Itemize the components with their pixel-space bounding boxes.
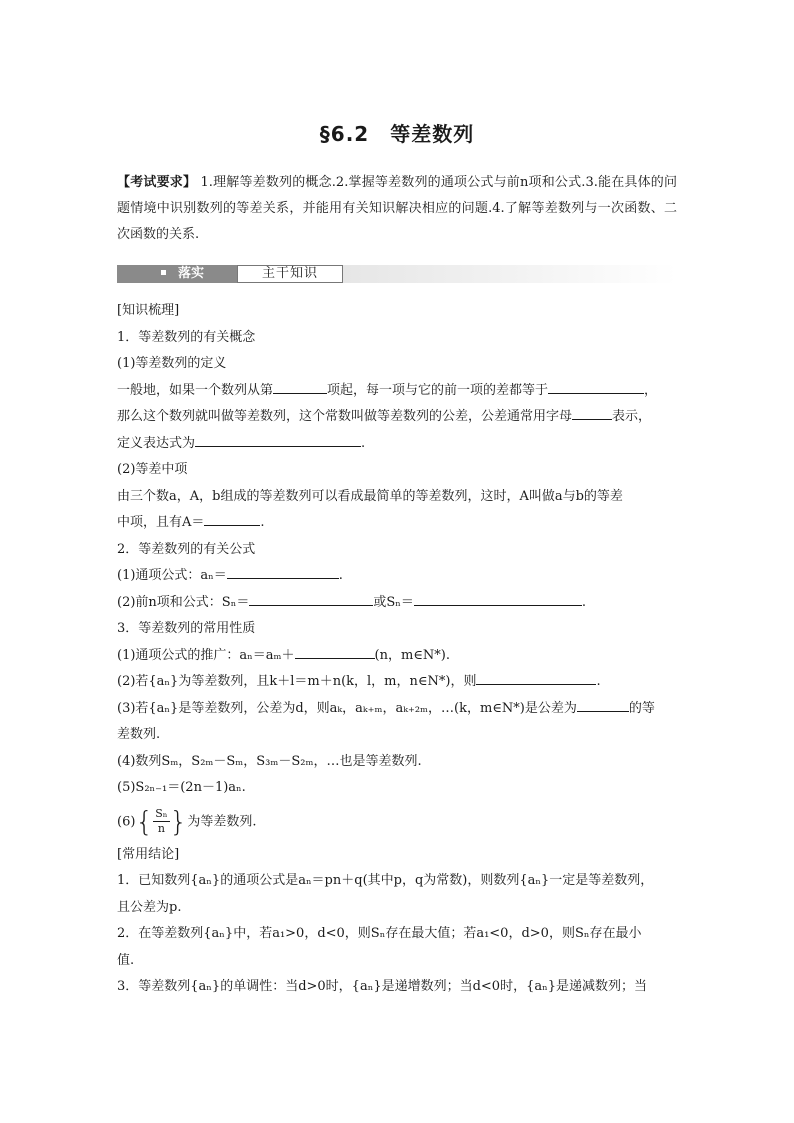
page-title: §6.2 等差数列 (319, 122, 475, 146)
blank (249, 591, 373, 606)
property-6: (6){ $\frac{\text{Sₙ}}{n}$ }为等差数列. (117, 804, 257, 838)
main-body (117, 298, 677, 1001)
blank (204, 511, 260, 526)
property-3: (3)若{aₙ}是等差数列，公差为d，则aₖ，aₖ₊ₘ，aₖ₊₂ₘ，…(k，m∈N*)是公差为 的等 (117, 696, 677, 723)
conclusion-1: 1．已知数列{aₙ}的通项公式是aₙ＝pn＋q(其中p，q为常数)，则数列{aₙ}一定是等差数列， (117, 873, 654, 888)
conclusion-3: 3．等差数列{aₙ}的单调性：当d>0时，{aₙ}是递增数列；当d<0时，{aₙ}是递减数列；当 (117, 979, 647, 994)
conclusion-label: [常用结论] (117, 846, 180, 862)
middle-term-line-2: 中项，且有A＝ . (117, 510, 677, 537)
general-term-formula: (1)通项公式：aₙ＝ . (117, 563, 677, 590)
property-4: (4)数列Sₘ，S₂ₘ－Sₘ，S₃ₘ－S₂ₘ，…也是等差数列. (117, 753, 422, 769)
blank (572, 405, 612, 420)
requirements-text: 1.理解等差数列的概念.2.掌握等差数列的通项公式与前n项和公式.3.能在具体的问题情境中识别数列的等差关系，并能用有关知识解决相应的问题.4.了解等差数列与一次函数、二次函数的关系. (117, 175, 677, 242)
blank (414, 591, 582, 606)
heading-1: 1．等差数列的有关概念 (117, 329, 256, 345)
banner-right: 主干知识 (237, 265, 343, 283)
fraction: $\frac{\text{Sₙ}}{n}$ (155, 807, 168, 835)
sum-formula: (2)前n项和公式：Sₙ＝ 或Sₙ＝ . (117, 590, 677, 617)
heading-3: 3．等差数列的常用性质 (117, 621, 256, 636)
blank (273, 379, 327, 394)
section-banner (117, 265, 677, 285)
property-3-cont: 差数列. (117, 727, 161, 742)
blank (295, 644, 375, 659)
blank (577, 697, 629, 712)
blank (548, 379, 644, 394)
definition-line-3: 定义表达式为 . (117, 431, 677, 458)
banner-left: 落实 (117, 265, 237, 283)
property-5: (5)S₂ₙ₋₁＝(2n－1)aₙ. (117, 780, 246, 795)
heading-1-2: (2)等差中项 (117, 462, 188, 477)
definition-line-1: 一般地，如果一个数列从第 项起，每一项与它的前一项的差都等于 ， (117, 378, 677, 405)
square-icon (161, 270, 166, 275)
conclusion-2-cont: 值. (117, 952, 135, 968)
blank (227, 564, 339, 579)
knowledge-label: [知识梳理] (117, 303, 180, 318)
definition-line-2: 那么这个数列就叫做等差数列，这个常数叫做等差数列的公差，公差通常用字母 表示， (117, 404, 677, 431)
requirements-label: 【考试要求】 (117, 175, 197, 190)
blank (476, 670, 596, 685)
heading-1-1: (1)等差数列的定义 (117, 356, 227, 371)
property-2: (2)若{aₙ}为等差数列，且k＋l＝m＋n(k，l，m，n∈N*)，则 . (117, 669, 677, 696)
property-1: (1)通项公式的推广：aₙ＝aₘ＋ (n，m∈N*). (117, 643, 677, 670)
conclusion-1-cont: 且公差为p. (117, 899, 182, 915)
conclusion-2: 2．在等差数列{aₙ}中，若a₁>0，d<0，则Sₙ存在最大值；若a₁<0，d>0，则Sₙ存在最小 (117, 926, 642, 941)
heading-2: 2．等差数列的有关公式 (117, 541, 256, 557)
middle-term-line-1: 由三个数a，A，b组成的等差数列可以看成最简单的等差数列，这时，A叫做a与b的等差 (117, 488, 623, 504)
exam-requirements (117, 170, 677, 248)
blank (195, 432, 361, 447)
